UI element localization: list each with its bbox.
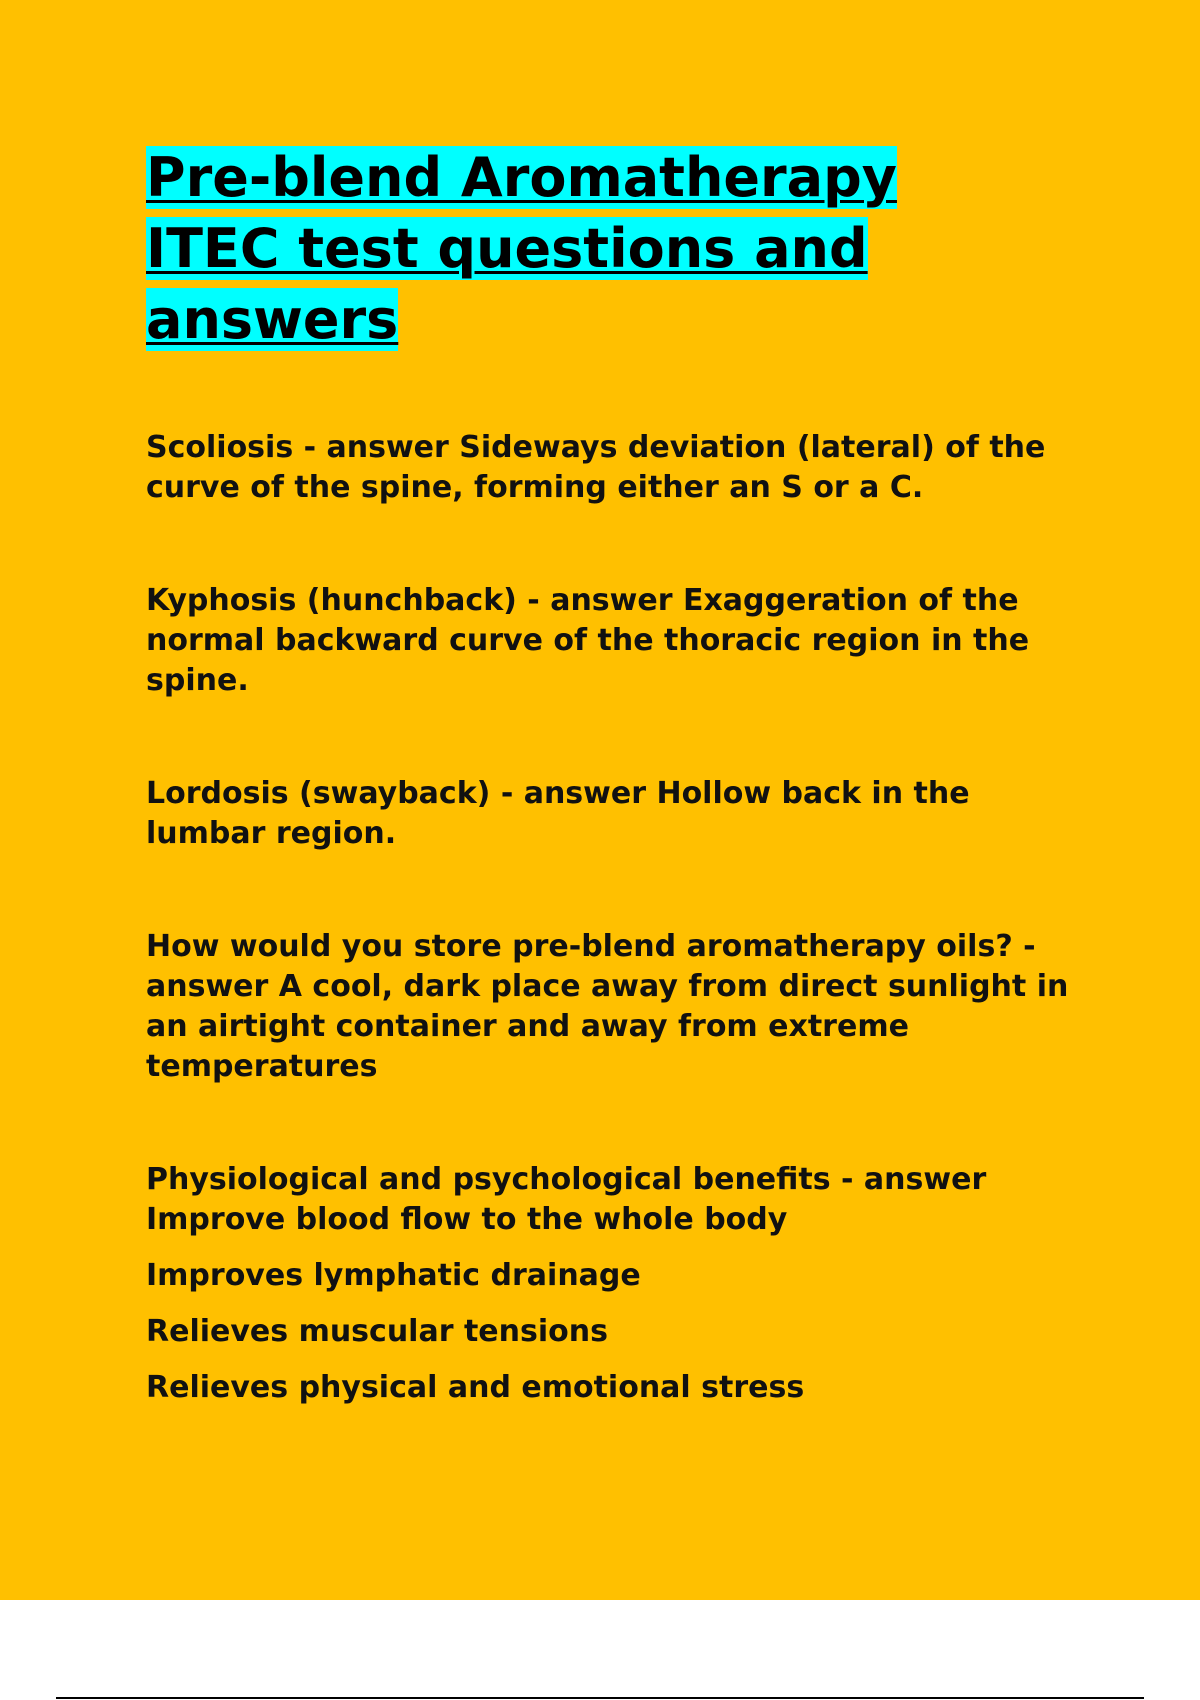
qa-entry-storage: How would you store pre-blend aromatherapy oils? - answer A cool, dark place away from direct sunlight in an airtight container and away from extreme temperatures bbox=[146, 929, 1069, 1084]
title-highlight: Pre-blend Aromatherapy ITEC test questions and answers bbox=[146, 146, 897, 351]
benefit-item-stress: Relieves physical and emotional stress bbox=[146, 1370, 805, 1405]
qa-entry-benefits: Physiological and psychological benefits - answer Improve blood flow to the whole body bbox=[146, 1162, 987, 1237]
qa-entry-scoliosis: Scoliosis - answer Sideways deviation (lateral) of the curve of the spine, forming either an S or a C. bbox=[146, 430, 1046, 505]
document-title bbox=[146, 142, 986, 355]
footer-divider bbox=[56, 1697, 1144, 1699]
qa-entry-kyphosis: Kyphosis (hunchback) - answer Exaggeration of the normal backward curve of the thoracic region in the spine. bbox=[146, 583, 1030, 698]
qa-entry-lordosis: Lordosis (swayback) - answer Hollow back in the lumbar region. bbox=[146, 776, 970, 851]
benefit-item-muscular: Relieves muscular tensions bbox=[146, 1314, 608, 1349]
qa-list bbox=[146, 428, 1096, 1408]
benefit-item-lymphatic: Improves lymphatic drainage bbox=[146, 1258, 641, 1293]
